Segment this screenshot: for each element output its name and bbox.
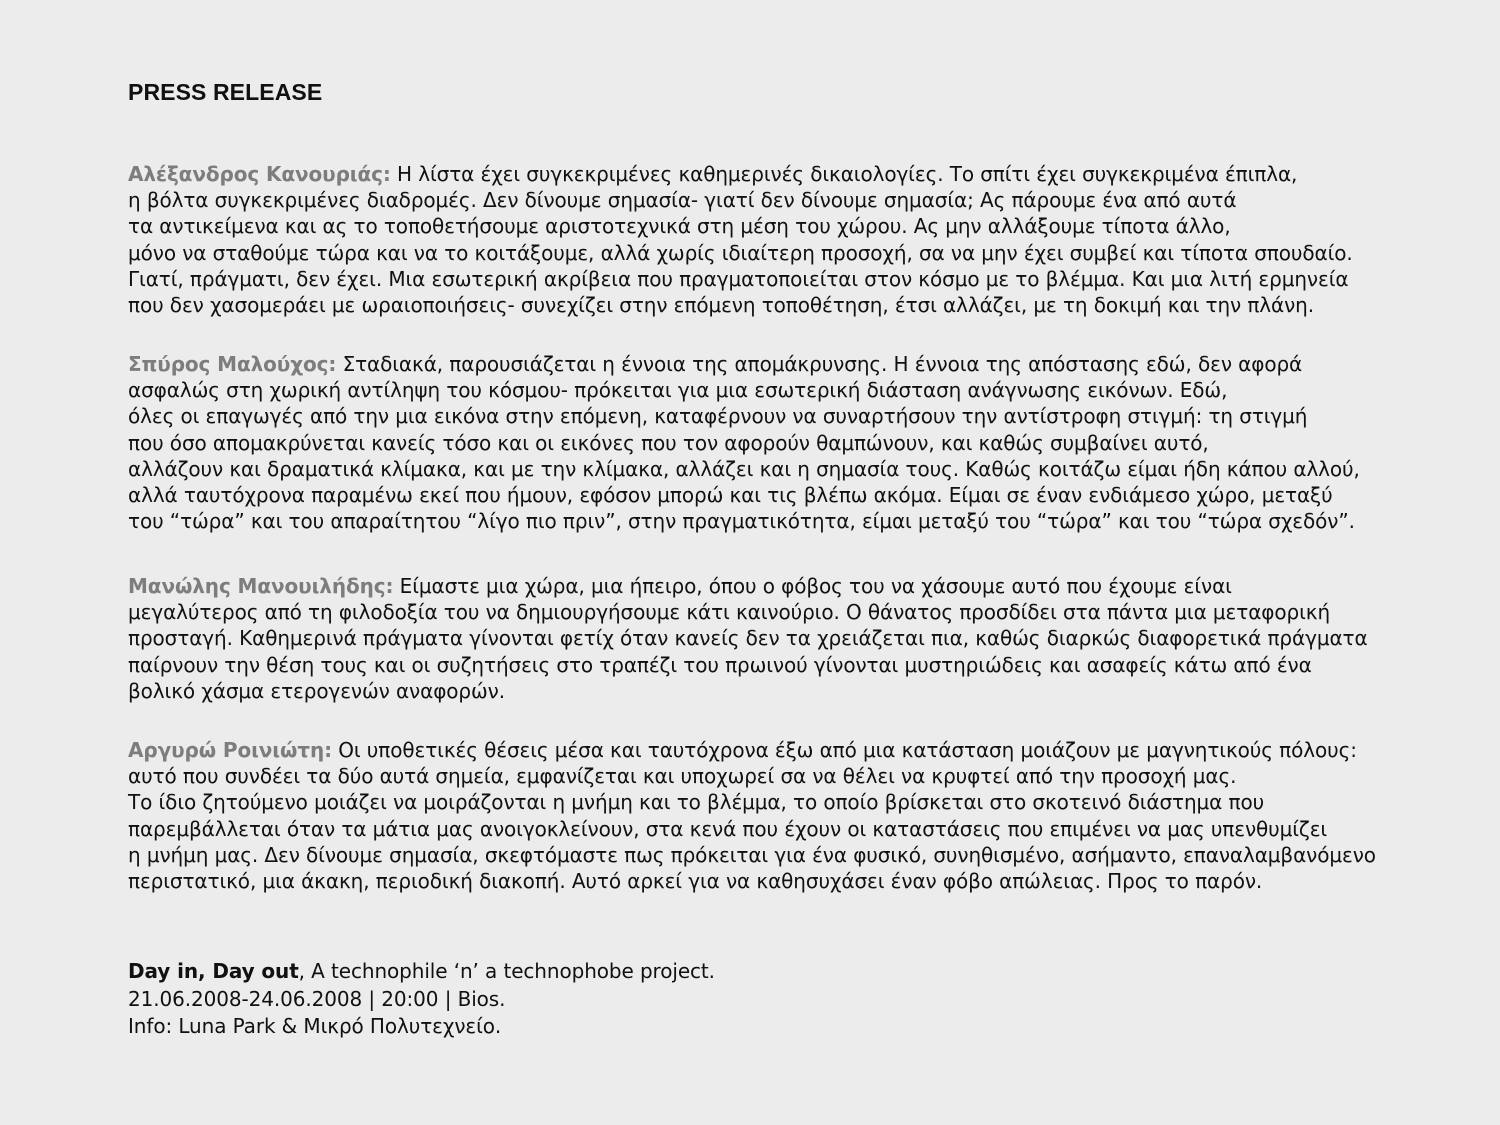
paragraph-line: μεγαλύτερος από τη φιλοδοξία του να δημιουργήσουμε κάτι καινούριο. Ο θάνατος προσδίδει στα πάντα μια μεταφορική xyxy=(128,600,1331,625)
paragraph-line: Γιατί, πράγματι, δεν έχει. Μια εσωτερική ακρίβεια που πραγματοποιείται στον κόσμο με το βλέμμα. Και μια λιτή ερμηνεία xyxy=(128,266,1349,291)
event-dates: 21.06.2008-24.06.2008 | 20:00 | Bios. xyxy=(128,986,506,1011)
paragraph-text: Η λίστα έχει συγκεκριμένες καθημερινές δικαιολογίες. Το σπίτι έχει συγκεκριμένα έπιπλα, xyxy=(390,162,1298,186)
paragraph-line xyxy=(128,573,1368,599)
paragraph-manouilidis xyxy=(128,573,1368,704)
paragraph-line: μόνο να σταθούμε τώρα και να το κοιτάξουμε, αλλά χωρίς ιδιαίτερη προσοχή, σα να μην έχει συμβεί και τίποτα σπουδαίο. xyxy=(128,240,1353,265)
paragraph-roinioti xyxy=(128,737,1376,894)
paragraph-text: Σταδιακά, παρουσιάζεται η έννοια της απομάκρυνσης. Η έννοια της απόστασης εδώ, δεν αφορά xyxy=(336,352,1303,376)
event-name: Day in, Day out xyxy=(128,959,299,983)
paragraph-line: ασφαλώς στη χωρική αντίληψη του κόσμου- πρόκειται για μια εσωτερική διάσταση ανάγνωσης εικόνων. Εδώ, xyxy=(128,378,1228,403)
paragraph-line: περιστατικό, μια άκακη, περιοδική διακοπή. Αυτό αρκεί για να καθησυχάσει έναν φόβο απώλειας. Προς το παρόν. xyxy=(128,869,1263,894)
paragraph-text: Οι υποθετικές θέσεις μέσα και ταυτόχρονα έξω από μια κατάσταση μοιάζουν με μαγνητικούς πόλους: xyxy=(331,738,1357,762)
paragraph-line: αλλά ταυτόχρονα παραμένω εκεί που ήμουν, εφόσον μπορώ και τις βλέπω ακόμα. Είμαι σε έναν ενδιάμεσο χώρο, μεταξύ xyxy=(128,483,1333,508)
paragraph-line: προσταγή. Καθημερινά πράγματα γίνονται φετίχ όταν κανείς δεν τα χρειάζεται πια, καθώς διαρκώς διαφορετικά πράγματα xyxy=(128,626,1368,651)
paragraph-line: η μνήμη μας. Δεν δίνουμε σημασία, σκεφτόμαστε πως πρόκειται για ένα φυσικό, συνηθισμένο, ασήμαντο, επαναλαμβανόμενο xyxy=(128,842,1376,867)
event-title-line xyxy=(128,958,715,986)
event-venue-info: Info: Luna Park & Μικρό Πολυτεχνείο. xyxy=(128,1014,502,1038)
paragraph-line: αλλάζουν και δραματικά κλίμακα, και με την κλίμακα, αλλάζει και η σημασία τους. Καθώς κοιτάζω είμαι ήδη κάπου αλλού, xyxy=(128,456,1360,481)
paragraph-line xyxy=(128,737,1376,763)
paragraph-line: τα αντικείμενα και ας το τοποθετήσουμε αριστοτεχνικά στη μέση του χώρου. Ας μην αλλάξουμε τίποτα άλλο, xyxy=(128,214,1231,239)
paragraph-malouchos xyxy=(128,351,1360,534)
paragraph-line: όλες οι επαγωγές από την μια εικόνα στην επόμενη, καταφέρνουν να συναρτήσουν την αντίστροφη στιγμή: τη στιγμή xyxy=(128,404,1308,429)
paragraph-line: που δεν χασομεράει με ωραιοποιήσεις- συνεχίζει στην επόμενη τοποθέτηση, έτσι αλλάζει, με τη δοκιμή και την πλάνη. xyxy=(128,293,1315,318)
paragraph-line: παίρνουν την θέση τους και οι συζητήσεις στο τραπέζι του πρωινού γίνονται μυστηριώδεις και ασαφείς κάτω από ένα xyxy=(128,652,1312,677)
event-subtitle: , A technophile ‘n’ a technophobe project. xyxy=(298,959,715,983)
paragraph-line: του “τώρα” και του απαραίτητου “λίγο πιο πριν”, στην πραγματικότητα, είμαι μεταξύ του “τώρα” και του “τώρα σχεδόν”. xyxy=(128,509,1355,534)
paragraph-line: αυτό που συνδέει τα δύο αυτά σημεία, εμφανίζεται και υποχωρεί σα να θέλει να κρυφτεί από την προσοχή μας. xyxy=(128,764,1237,789)
paragraph-line: παρεμβάλλεται όταν τα μάτια μας ανοιγοκλείνουν, στα κενά που έχουν οι καταστάσεις που επιμένει να μας υπενθυμίζει xyxy=(128,816,1328,841)
speaker-name: Σπύρος Μαλούχος: xyxy=(128,352,337,376)
paragraph-line: Το ίδιο ζητούμενο μοιάζει να μοιράζονται η μνήμη και το βλέμμα, το οποίο βρίσκεται στο σκοτεινό διάστημα που xyxy=(128,790,1265,815)
paragraph-text: Είμαστε μια χώρα, μια ήπειρο, όπου ο φόβος του να χάσουμε αυτό που έχουμε είναι xyxy=(393,574,1232,598)
speaker-name: Αργυρώ Ροινιώτη: xyxy=(128,738,332,762)
paragraph-line xyxy=(128,351,1360,377)
page-title: PRESS RELEASE xyxy=(128,79,323,105)
paragraph-kanourias xyxy=(128,161,1353,318)
speaker-name: Μανώλης Μανουιλήδης: xyxy=(128,574,394,598)
paragraph-line: που όσο απομακρύνεται κανείς τόσο και οι εικόνες που τον αφορούν θαμπώνουν, και καθώς συμβαίνει αυτό, xyxy=(128,430,1209,455)
event-info xyxy=(128,958,715,1041)
speaker-name: Αλέξανδρος Κανουριάς: xyxy=(128,162,391,186)
paragraph-line: βολικό χάσμα ετερογενών αναφορών. xyxy=(128,678,505,703)
paragraph-line xyxy=(128,161,1353,187)
paragraph-line: η βόλτα συγκεκριμένες διαδρομές. Δεν δίνουμε σημασία- γιατί δεν δίνουμε σημασία; Ας πάρουμε ένα από αυτά xyxy=(128,188,1237,213)
